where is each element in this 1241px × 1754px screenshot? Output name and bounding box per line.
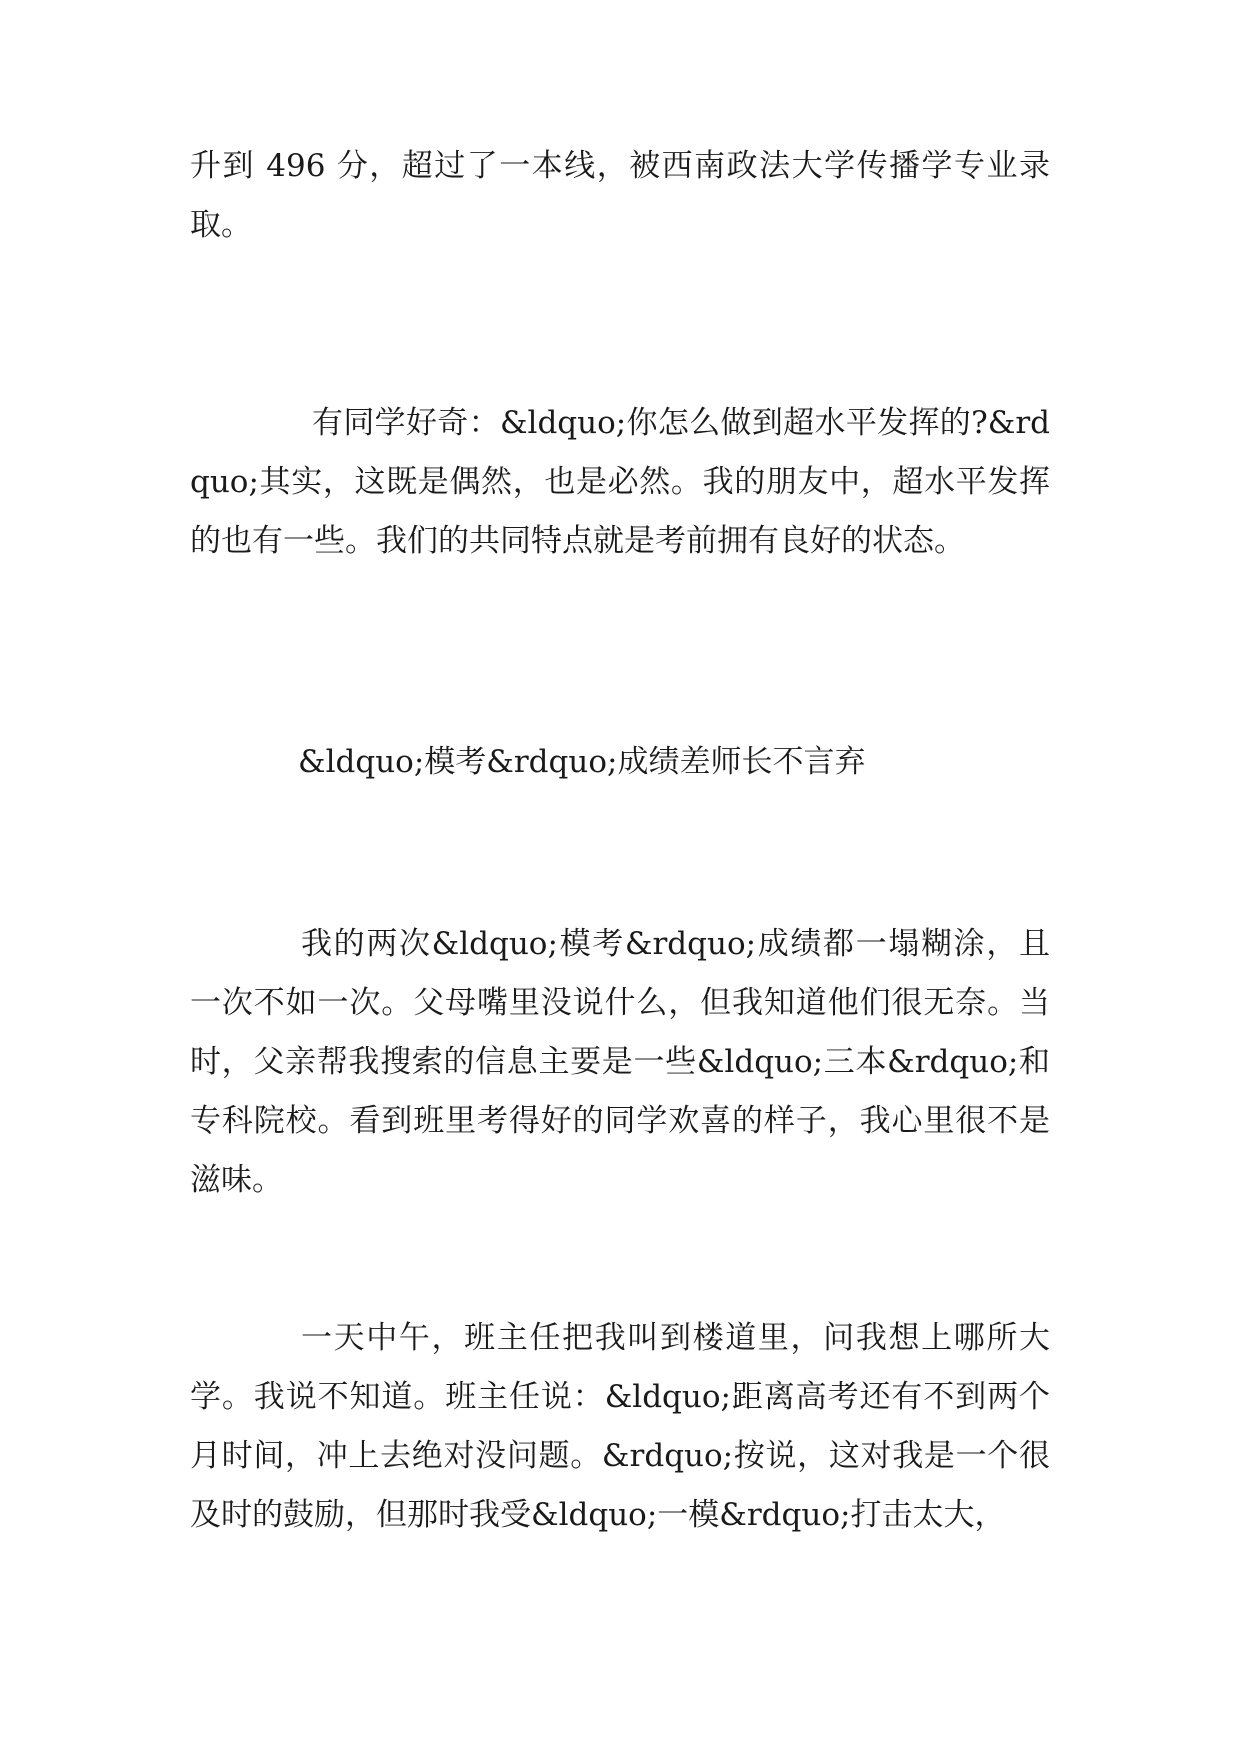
paragraph-mock-exams: 我的两次&ldquo;模考&rdquo;成绩都一塌糊涂，且一次不如一次。父母嘴里没说什么，但我知道他们很无奈。当时，父亲帮我搜索的信息主要是一些&ldquo;三本&rdquo;和专科院校。看到班里考得好的同学欢喜的样子，我心里很不是滋味。 [190, 926, 1050, 1198]
paragraph-curious-classmates: 有同学好奇：&ldquo;你怎么做到超水平发挥的?&rdquo;其实，这既是偶然，也是必然。我的朋友中，超水平发挥的也有一些。我们的共同特点就是考前拥有良好的状态。 [190, 405, 1050, 559]
section-heading: &ldquo;模考&rdquo;成绩差师长不言弃 [298, 744, 866, 780]
paragraph-score: 升到 496 分，超过了一本线，被西南政法大学传播学专业录取。 [190, 148, 1050, 243]
paragraph-head-teacher: 一天中午，班主任把我叫到楼道里，问我想上哪所大学。我说不知道。班主任说：&ldquo;距离高考还有不到两个月时间，冲上去绝对没问题。&rdquo;按说，这对我是一个很及时的鼓励，但那时我受&ldquo;一模&rdquo;打击太大， [190, 1320, 1050, 1533]
